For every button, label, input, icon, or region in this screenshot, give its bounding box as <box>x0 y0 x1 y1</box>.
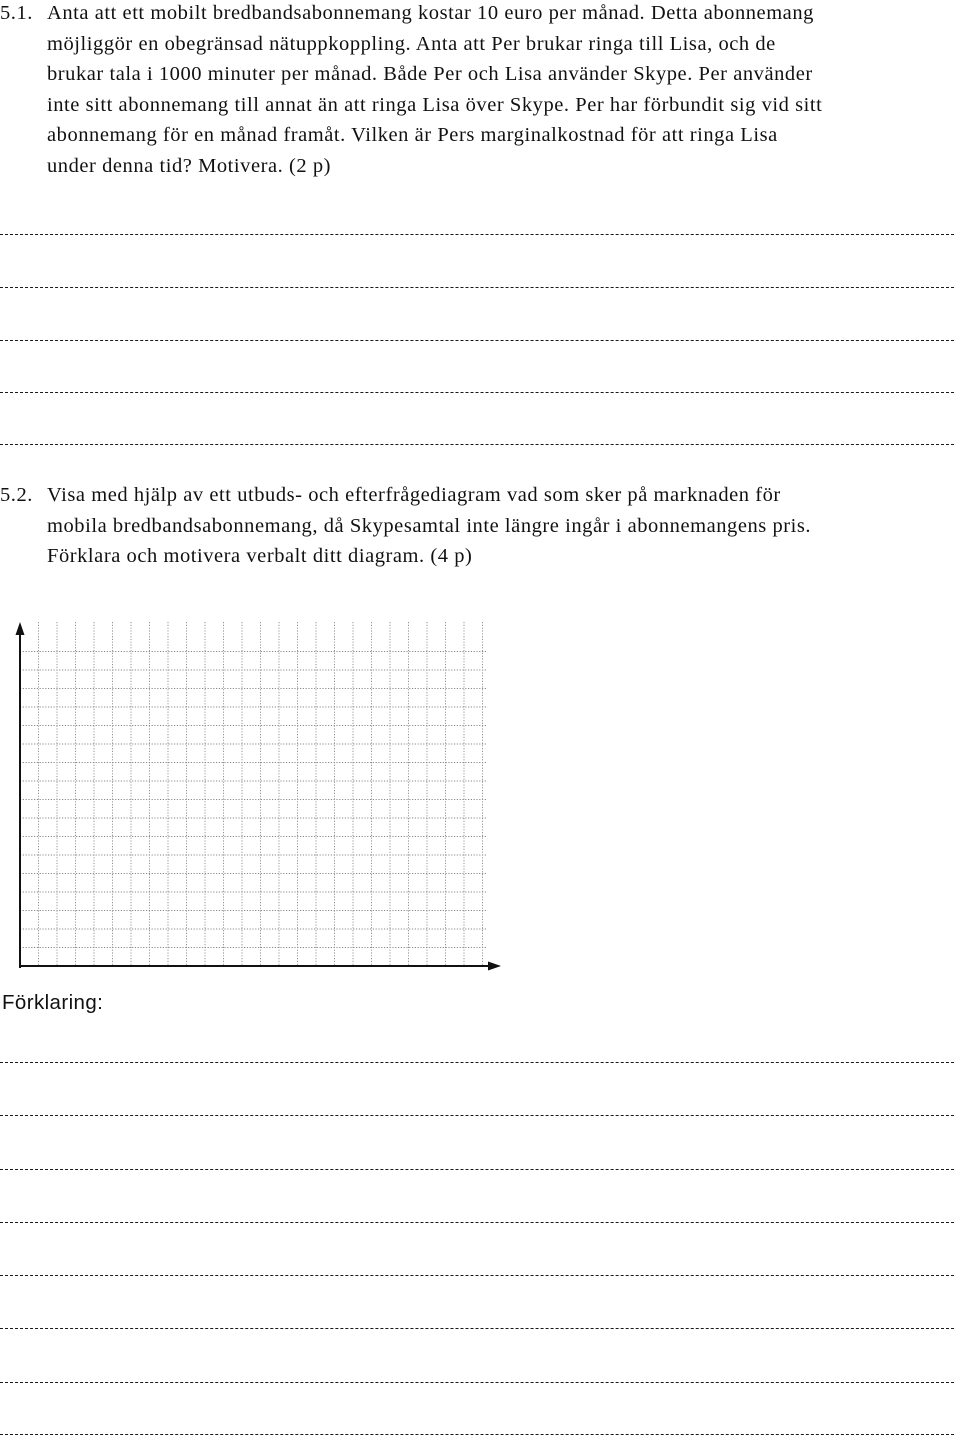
y-axis-arrow <box>16 622 25 635</box>
question-5-1-text-line: inte sitt abonnemang till annat än att ringa Lisa över Skype. Per har förbundit sig vid sitt <box>47 93 823 116</box>
answer-line[interactable] <box>0 1115 954 1116</box>
x-axis-arrow <box>488 962 501 971</box>
grid-horizontal-lines <box>20 652 486 948</box>
answer-line[interactable] <box>0 234 954 235</box>
grid-vertical-lines <box>39 622 483 966</box>
explanation-label: Förklaring: <box>2 991 104 1014</box>
question-5-1-text-line: abonnemang för en månad framåt. Vilken är Pers marginalkostnad för att ringa Lisa <box>47 124 778 146</box>
answer-line[interactable] <box>0 1382 954 1383</box>
answer-line[interactable] <box>0 1434 954 1435</box>
question-5-1-number: 5.1. <box>0 2 33 24</box>
question-5-2-text-line: Förklara och motivera verbalt ditt diagram. (4 p) <box>47 545 473 567</box>
answer-line[interactable] <box>0 1222 954 1223</box>
question-5-1-text-line: Anta att ett mobilt bredbandsabonnemang kostar 10 euro per månad. Detta abonnemang <box>47 2 814 24</box>
answer-line[interactable] <box>0 392 954 393</box>
diagram-area[interactable] <box>0 600 520 980</box>
answer-line[interactable] <box>0 287 954 288</box>
answer-line[interactable] <box>0 1328 954 1329</box>
answer-line[interactable] <box>0 1275 954 1276</box>
question-5-1-text-line: under denna tid? Motivera. (2 p) <box>47 154 332 177</box>
question-5-2-text-line: mobila bredbandsabonnemang, då Skypesamtal inte längre ingår i abonnemangens pris. <box>47 514 812 537</box>
question-5-1-text-line: brukar tala i 1000 minuter per månad. Både Per och Lisa använder Skype. Per använder <box>47 63 813 85</box>
question-5-2-text-line: Visa med hjälp av ett utbuds- och efterfrågediagram vad som sker på marknaden för <box>47 484 781 506</box>
answer-line[interactable] <box>0 340 954 341</box>
question-5-2 <box>0 480 958 572</box>
answer-line[interactable] <box>0 444 954 445</box>
question-5-1 <box>0 0 958 181</box>
answer-line[interactable] <box>0 1062 954 1063</box>
question-5-2-first-line <box>0 480 958 511</box>
diagram-grid[interactable] <box>0 600 520 980</box>
answer-line[interactable] <box>0 1169 954 1170</box>
question-5-2-number: 5.2. <box>0 484 33 506</box>
question-5-1-text-line: möjliggör en obegränsad nätuppkoppling. Anta att Per brukar ringa till Lisa, och de <box>47 32 776 55</box>
question-5-1-first-line <box>0 0 958 29</box>
